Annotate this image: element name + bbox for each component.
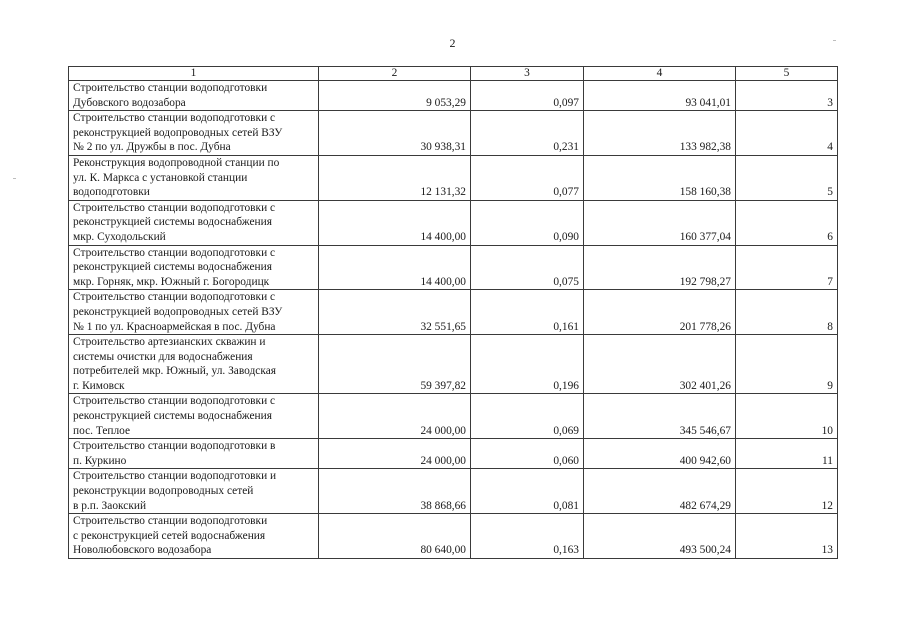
project-description: Строительство станции водоподготовки в п. Куркино: [69, 439, 319, 469]
cell-col4: 93 041,01: [584, 81, 736, 111]
cell-col5: 8: [736, 290, 838, 335]
cell-col5: 13: [736, 514, 838, 559]
project-description: Строительство станции водоподготовки с реконструкцией системы водоснабжения мкр. Горняк, мкр. Южный г. Богородицк: [69, 245, 319, 290]
cell-col4: 493 500,24: [584, 514, 736, 559]
cell-col5: 6: [736, 200, 838, 245]
cell-col2: 38 868,66: [319, 469, 471, 514]
table-row: [69, 514, 838, 559]
column-header: 3: [471, 67, 584, 81]
cell-col2: 24 000,00: [319, 394, 471, 439]
cell-col4: 482 674,29: [584, 469, 736, 514]
table-row: [69, 439, 838, 469]
project-description: Строительство артезианских скважин и системы очистки для водоснабжения потребителей мкр. Южный, ул. Заводская г. Кимовск: [69, 335, 319, 394]
project-description: Строительство станции водоподготовки с реконструкцией водопроводных сетей ВЗУ № 2 по ул. Дружбы в пос. Дубна: [69, 111, 319, 156]
cell-col2: 14 400,00: [319, 245, 471, 290]
column-header: 2: [319, 67, 471, 81]
scan-mark: [13, 178, 16, 179]
table-row: [69, 155, 838, 200]
column-header: 1: [69, 67, 319, 81]
table-row: [69, 469, 838, 514]
cell-col4: 133 982,38: [584, 111, 736, 156]
cell-col4: 160 377,04: [584, 200, 736, 245]
cell-col4: 192 798,27: [584, 245, 736, 290]
cell-col3: 0,231: [471, 111, 584, 156]
project-description: Строительство станции водоподготовки Дубовского водозабора: [69, 81, 319, 111]
header-row: [69, 67, 838, 81]
table-row: [69, 394, 838, 439]
project-description: Строительство станции водоподготовки с реконструкцией водопроводных сетей ВЗУ № 1 по ул. Красноармейская в пос. Дубна: [69, 290, 319, 335]
table-row: [69, 290, 838, 335]
project-description: Строительство станции водоподготовки с реконструкцией системы водоснабжения мкр. Суходольский: [69, 200, 319, 245]
cell-col3: 0,097: [471, 81, 584, 111]
cell-col2: 59 397,82: [319, 335, 471, 394]
table-row: [69, 335, 838, 394]
cell-col4: 201 778,26: [584, 290, 736, 335]
cell-col5: 10: [736, 394, 838, 439]
cell-col5: 11: [736, 439, 838, 469]
cell-col4: 302 401,26: [584, 335, 736, 394]
cell-col2: 14 400,00: [319, 200, 471, 245]
cell-col3: 0,075: [471, 245, 584, 290]
cell-col3: 0,161: [471, 290, 584, 335]
cell-col5: 4: [736, 111, 838, 156]
cell-col2: 32 551,65: [319, 290, 471, 335]
cell-col5: 7: [736, 245, 838, 290]
cell-col3: 0,060: [471, 439, 584, 469]
project-description: Строительство станции водоподготовки и реконструкции водопроводных сетей в р.п. Заокский: [69, 469, 319, 514]
cell-col3: 0,163: [471, 514, 584, 559]
project-description: Строительство станции водоподготовки с реконструкцией системы водоснабжения пос. Теплое: [69, 394, 319, 439]
cell-col5: 3: [736, 81, 838, 111]
cell-col5: 5: [736, 155, 838, 200]
cell-col3: 0,090: [471, 200, 584, 245]
cell-col3: 0,196: [471, 335, 584, 394]
cell-col2: 9 053,29: [319, 81, 471, 111]
cell-col2: 12 131,32: [319, 155, 471, 200]
cell-col5: 9: [736, 335, 838, 394]
project-description: Строительство станции водоподготовки с реконструкцией сетей водоснабжения Новолюбовского водозабора: [69, 514, 319, 559]
cell-col2: 24 000,00: [319, 439, 471, 469]
column-header: 4: [584, 67, 736, 81]
table-row: [69, 81, 838, 111]
cell-col4: 400 942,60: [584, 439, 736, 469]
table-row: [69, 111, 838, 156]
cell-col4: 158 160,38: [584, 155, 736, 200]
table-row: [69, 200, 838, 245]
project-description: Реконструкция водопроводной станции по ул. К. Маркса с установкой станции водоподготовки: [69, 155, 319, 200]
scan-mark: [833, 40, 836, 41]
cell-col2: 80 640,00: [319, 514, 471, 559]
data-table: [68, 66, 838, 559]
cell-col3: 0,069: [471, 394, 584, 439]
page-number: 2: [449, 36, 456, 50]
cell-col4: 345 546,67: [584, 394, 736, 439]
cell-col3: 0,077: [471, 155, 584, 200]
cell-col5: 12: [736, 469, 838, 514]
column-header: 5: [736, 67, 838, 81]
cell-col2: 30 938,31: [319, 111, 471, 156]
table-row: [69, 245, 838, 290]
cell-col3: 0,081: [471, 469, 584, 514]
